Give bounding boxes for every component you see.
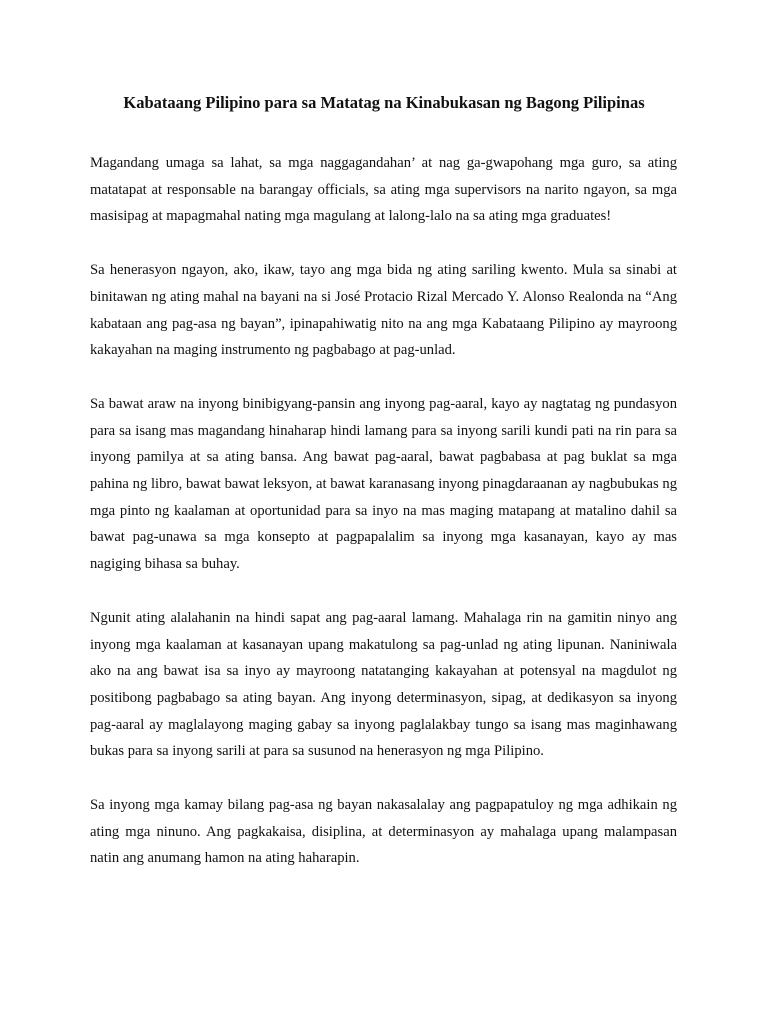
document-body — [90, 150, 677, 899]
paragraph-society: Ngunit ating alalahanin na hindi sapat ang pag-aaral lamang. Mahalaga rin na gamitin ninyo ang inyong mga kaalaman at kasanayan upang makatulong sa pag-unlad ng ating lipunan. Naniniwala ako na ang bawat isa sa inyo ay mayroong natatanging kakayahan at potensyal na magdulot ng positibong pagbabago sa ating bayan. Ang inyong determinasyon, sipag, at dedikasyon sa inyong pag-aaral ay maglalayong maging gabay sa inyong paglalakbay tungo sa isang mas maginhawang bukas para sa inyong sarili at para sa susunod na henerasyon ng mga Pilipino. — [90, 609, 677, 760]
paragraph-hope: Sa inyong mga kamay bilang pag-asa ng bayan nakasalalay ang pagpapatuloy ng mga adhikain ng ating mga ninuno. Ang pagkakaisa, disiplina, at determinasyon ay mahalaga upang malampasan natin ang anumang hamon na ating haharapin. — [90, 797, 677, 867]
document-title: Kabataang Pilipino para sa Matatag na Kinabukasan ng Bagong Pilipinas — [123, 93, 645, 112]
paragraph-education: Sa bawat araw na inyong binibigyang-pansin ang inyong pag-aaral, kayo ay nagtatag ng pundasyon para sa isang mas magandang hinaharap hindi lamang para sa inyong sarili kundi pati na rin para sa inyong pamilya at sa ating bansa. Ang bawat pag-aaral, bawat pagbabasa at pag buklat sa mga pahina ng libro, bawat bawat leksyon, at bawat karanasang inyong pinagdaraanan ay nagbubukas ng mga pinto ng kaalaman at oportunidad para sa inyo na mas maging matapang at matalino dahil sa bawat pag-unawa sa mga konsepto at pagpapalalim sa inyong mga kasanayan, kayo ay mas nagiging bihasa sa buhay. — [90, 395, 677, 573]
paragraph-generation: Sa henerasyon ngayon, ako, ikaw, tayo ang mga bida ng ating sariling kwento. Mula sa sinabi at binitawan ng ating mahal na bayani na si José Protacio Rizal Mercado Y. Alonso Realonda na “Ang kabataan ang pag-asa ng bayan”, ipinapahiwatig nito na ang mga Kabataang Pilipino ay mayroong kakayahan na maging instrumento ng pagbabago at pag-unlad. — [90, 262, 677, 359]
paragraph-greeting: Magandang umaga sa lahat, sa mga naggagandahan’ at nag ga-gwapohang mga guro, sa ating matatapat at responsable na barangay officials, sa ating mga supervisors na narito ngayon, sa mga masisipag at mapagmahal nating mga magulang at lalong-lalo na sa ating mga graduates! — [90, 155, 677, 225]
